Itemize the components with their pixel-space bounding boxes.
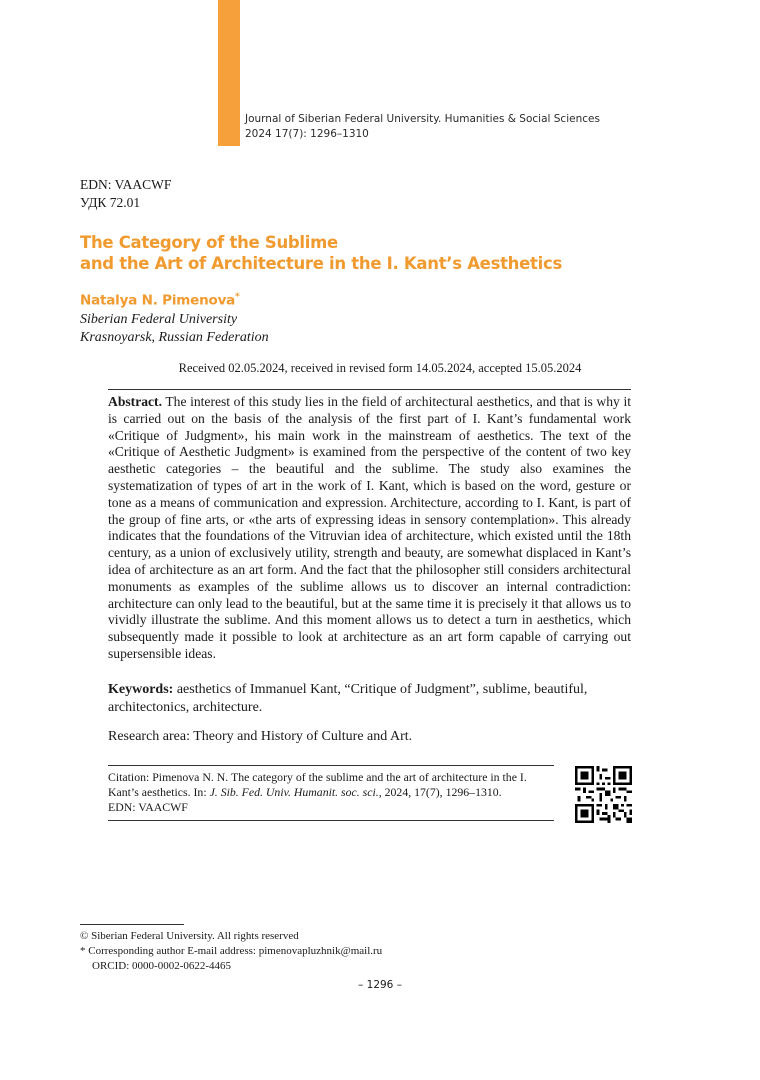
abstract-label: Abstract.: [108, 394, 162, 409]
keywords: [108, 681, 631, 716]
citation-top-rule: [108, 765, 554, 766]
article-identifiers: [80, 176, 171, 212]
citation-prefix: Citation: Pimenova N. N. The category of the sublime and the art of architecture in the I. Kant’s aesthetics. In:: [108, 770, 527, 799]
abstract: [108, 394, 631, 663]
citation-journal: J. Sib. Fed. Univ. Humanit. soc. sci.: [209, 785, 379, 799]
footnote-separator: [80, 924, 184, 925]
journal-header: [245, 112, 600, 142]
author-affiliation: [80, 311, 269, 347]
author-name: Natalya N. Pimenova: [80, 292, 236, 309]
copyright-note: © Siberian Federal University. All rights reserved: [80, 930, 299, 942]
keywords-text: aesthetics of Immanuel Kant, “Critique of Judgment”, sublime, beautiful, architectonics, architecture.: [108, 682, 588, 715]
citation-bottom-rule: [108, 820, 554, 821]
citation-edn: EDN: VAACWF: [108, 800, 188, 814]
qr-code-icon[interactable]: [575, 766, 632, 823]
author-name-block: [80, 292, 240, 309]
abstract-top-rule: [108, 389, 631, 390]
journal-name: Journal of Siberian Federal University. Humanities & Social Sciences: [245, 113, 600, 125]
edn-code: EDN: VAACWF: [80, 177, 172, 192]
orcid-note: ORCID: 0000-0002-0622-4465: [92, 960, 232, 972]
article-title: [80, 232, 562, 274]
citation-suffix: , 2024, 17(7), 1296–1310.: [378, 785, 502, 799]
title-line-1: The Category of the Sublime: [80, 233, 338, 252]
affiliation-location: Krasnoyarsk, Russian Federation: [80, 330, 269, 345]
page-number: – 1296 –: [358, 979, 402, 991]
keywords-label: Keywords:: [108, 682, 174, 697]
affiliation-university: Siberian Federal University: [80, 312, 238, 327]
citation: [108, 770, 554, 815]
udk-code: УДК 72.01: [80, 195, 141, 210]
journal-accent-bar: [218, 0, 240, 146]
footnotes: [80, 929, 382, 974]
title-line-2: and the Art of Architecture in the I. Kant’s Aesthetics: [80, 254, 562, 273]
author-mark: *: [235, 292, 240, 302]
research-area: Research area: Theory and History of Culture and Art.: [108, 729, 413, 744]
corresponding-author-note: * Corresponding author E-mail address: pimenovapluzhnik@mail.ru: [80, 945, 383, 957]
journal-issue: 2024 17(7): 1296–1310: [245, 128, 369, 140]
received-dates: Received 02.05.2024, received in revised form 14.05.2024, accepted 15.05.2024: [178, 361, 582, 375]
abstract-text: The interest of this study lies in the field of architectural aesthetics, and that is why it is carried out on the basis of the analysis of the first part of I. Kant’s fundamental work «Critique of Judgment», his main work in the mainstream of aesthetics. The text of the «Critique of Aesthetic Judgment» is examined from the perspective of the content of two key aesthetic categories – the beautiful and the sublime. The study also examines the systematization of types of art in the work of I. Kant, which is based on the word, gesture or tone as a means of communication and expression. Architecture, according to I. Kant, is part of the group of fine arts, or «the arts of expressing ideas in sensory contemplation». This already indicates that the foundations of the Vitruvian idea of architecture, which existed until the 18th century, as a union of exclusively utility, strength and beauty, are somewhat displaced in Kant’s idea of architecture as an art form. And the fact that the philosopher still considers architectural monuments as examples of the sublime allows us to discover an internal contradiction: architecture can only lead to the beautiful, but at the same time it is precisely it that allows us to vividly illustrate the sublime. And this moment allows us to detect a turn in aesthetics, which subsequently made it possible to look at architecture as an art form capable of carrying out supersensible ideas.: [108, 394, 631, 661]
